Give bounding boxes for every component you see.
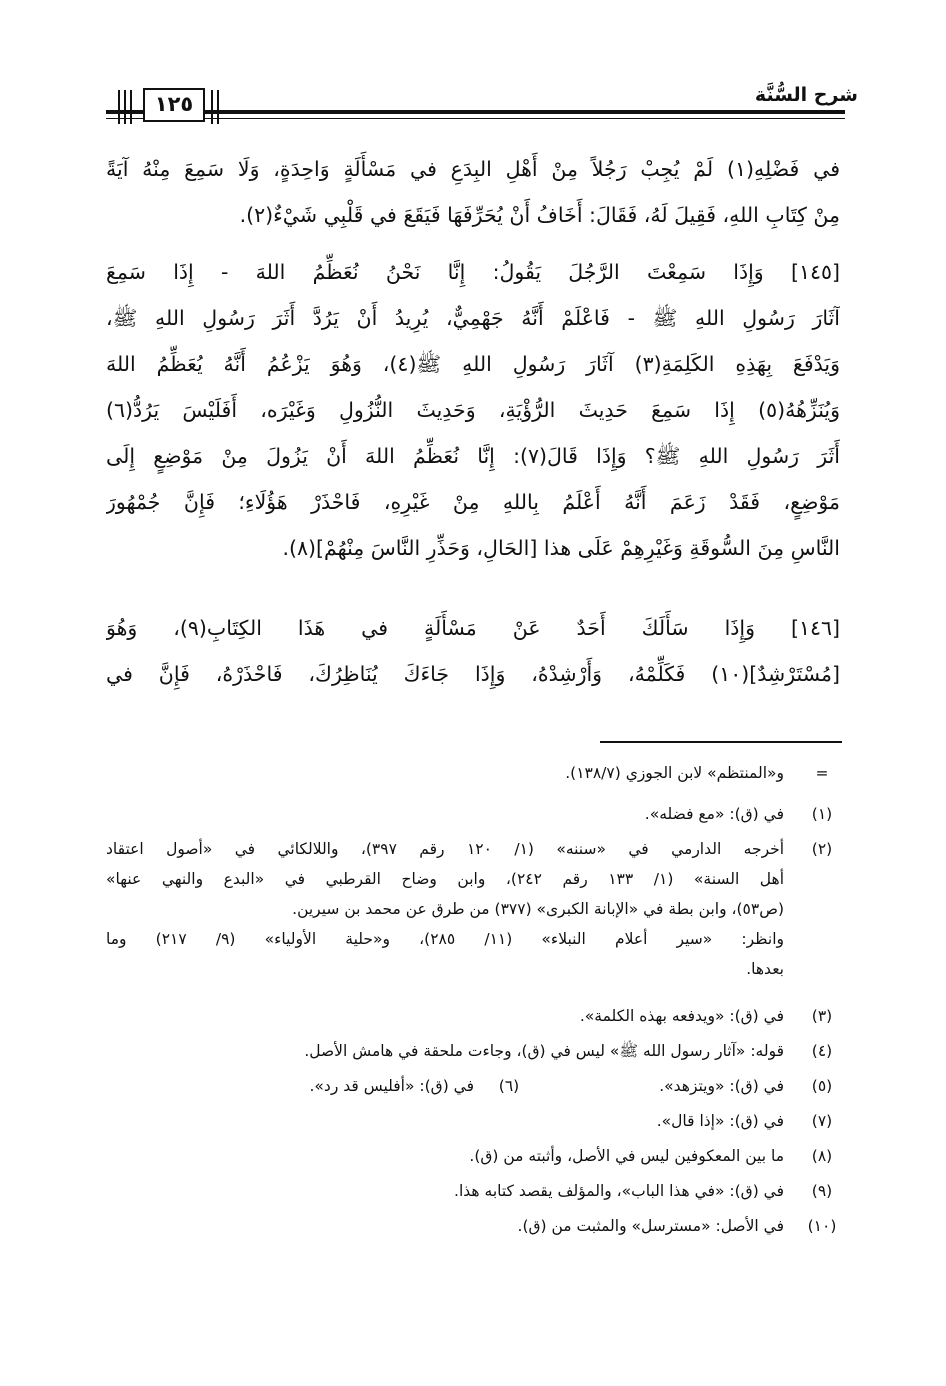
- footnote-text: في (ق): «ويتزهد».: [659, 1077, 784, 1095]
- footnote-text: قوله: «آثار رسول الله ﷺ» ليس في (ق)، وجاءت ملحقة في هامش الأصل.: [304, 1042, 784, 1060]
- footnote-1: [106, 799, 844, 829]
- footnote-number: (٦): [498, 1077, 520, 1095]
- footnote-number: (١٠): [807, 1217, 837, 1235]
- footnote-text: في (ق): «ويدفعه بهذه الكلمة».: [579, 1007, 784, 1025]
- footnote-text: في الأصل: «مسترسل» والمثبت من (ق).: [517, 1217, 784, 1235]
- footnote-7: [106, 1106, 844, 1136]
- body-line: [١٤٥] وَإِذَا سَمِعْتَ الرَّجُلَ يَقُولُ: إِنَّا نَحْنُ نُعَظِّمُ اللهَ - إِذَا سَمِعَ: [106, 260, 840, 284]
- header-bar-right-1: [211, 90, 213, 124]
- header-bar-left-3: [130, 90, 132, 124]
- header-rule-thin: [205, 118, 845, 119]
- footnote-text: (ص٥٣)، وابن بطة في «الإبانة الكبرى» (٣٧٧) من طرق عن محمد بن سيرين.: [292, 900, 784, 918]
- body-line: [١٤٦] وَإِذَا سَأَلَكَ أَحَدٌ عَنْ مَسْأَلَةٍ في هَذَا الكِتَابِ(٩)، وَهُوَ: [106, 616, 840, 640]
- body-line: آثَارَ رَسُولِ اللهِ ﷺ - فَاعْلَمْ أَنَّهُ جَهْمِيٌّ، يُرِيدُ أَنْ يَرُدَّ أَثَرَ رَسُولِ اللهِ ﷺ،: [106, 306, 840, 330]
- footnote-4: [106, 1036, 844, 1066]
- header-bar-right-2: [217, 90, 219, 124]
- book-title: شرح السُّنَّة: [754, 84, 858, 106]
- footnote-text: في (ق): «أفليس قد رد».: [309, 1077, 474, 1095]
- footnote-8: [106, 1141, 844, 1171]
- footnote-text: في (ق): «إذا قال».: [656, 1112, 784, 1130]
- footnote-number: (١): [811, 805, 833, 823]
- footnote-separator: [600, 741, 842, 743]
- footnote-number: (٧): [811, 1112, 833, 1130]
- body-line: وَيَدْفَعَ بِهَذِهِ الكَلِمَةِ(٣) آثَارَ رَسُولِ اللهِ ﷺ(٤)، وَهُوَ يَزْعُمُ أَنَّهُ يُعَظِّمُ اللهَ: [106, 352, 840, 376]
- footnote-text: بعدها.: [746, 960, 784, 978]
- footnote-text: في (ق): «مع فضله».: [644, 805, 784, 823]
- body-line: أَثَرَ رَسُولِ اللهِ ﷺ؟ وَإِذَا قَالَ(٧): إِنَّا نُعَظِّمُ اللهَ أَنْ يَزُولَ مِنْ مَوْضِعٍ إِلَى: [106, 444, 840, 468]
- footnote-continuation: [106, 758, 844, 788]
- header-rule-thick: [205, 110, 845, 114]
- footnote-number: (٣): [811, 1007, 833, 1025]
- body-line: في فَضْلِهِ(١) لَمْ يُجِبْ رَجُلاً مِنْ أَهْلِ البِدَعِ في مَسْأَلَةٍ وَاحِدَةٍ، وَلَا سَمِعَ مِنْهُ آيَةً: [106, 157, 840, 181]
- footnote-number: (٢): [811, 840, 833, 858]
- footnote-number: (٩): [811, 1182, 833, 1200]
- header-bar-left-1: [118, 90, 120, 124]
- footnote-text: ما بين المعكوفين ليس في الأصل، وأثبته من (ق).: [469, 1147, 784, 1165]
- footnote-text: وانظر: «سير أعلام النبلاء» (١١/ ٢٨٥)، و«حلية الأولياء» (٩/ ٢١٧) وما: [106, 930, 784, 948]
- footnote-number: (٤): [811, 1042, 833, 1060]
- footnote-text: في (ق): «في هذا الباب»، والمؤلف يقصد كتابه هذا.: [454, 1182, 784, 1200]
- footnote-2: [106, 834, 844, 864]
- footnote-10: [106, 1211, 844, 1241]
- footnote-number: (٨): [811, 1147, 833, 1165]
- footnote-text: و«المنتظم» لابن الجوزي (١٣٨/٧).: [565, 764, 784, 782]
- page-number: ١٢٥: [154, 92, 194, 116]
- footnote-text: أخرجه الدارمي في «سننه» (١/ ١٢٠ رقم ٣٩٧)، واللالكائي في «أصول اعتقاد: [106, 840, 785, 858]
- footnote-3: [106, 1001, 844, 1031]
- body-line: وَيُنَزِّهُهُ(٥) إِذَا سَمِعَ حَدِيثَ الرُّؤْيَةِ، وَحَدِيثَ النُّزُولِ وَغَيْرَه، أَفَلَيْسَ يَرُدُّ(٦): [106, 398, 840, 422]
- footnote-marker: =: [815, 764, 829, 782]
- header-bar-left-2: [124, 90, 126, 124]
- body-line: النَّاسِ مِنَ السُّوقَةِ وَغَيْرِهِمْ عَلَى هذا [الحَالِ، وَحَذِّرِ النَّاسَ مِنْهُمْ](٨).: [282, 536, 840, 560]
- body-line: [مُسْتَرْشِدٌ](١٠) فَكَلِّمْهُ، وَأَرْشِدْهُ، وَإِذَا جَاءَكَ يُنَاظِرُكَ، فَاحْذَرْهُ، فَإِنَّ في: [106, 662, 840, 686]
- body-line: مَوْضِعٍ، فَقَدْ زَعَمَ أَنَّهُ أَعْلَمُ بِاللهِ مِنْ غَيْرِهِ، فَاحْذَرْ هَؤُلَاءِ؛ فَإِنَّ جُمْهُورَ: [106, 490, 840, 514]
- footnote-5-and-6: [106, 1071, 844, 1101]
- footnote-number: (٥): [811, 1077, 833, 1095]
- footnote-9: [106, 1176, 844, 1206]
- footnote-text: أهل السنة» (١/ ١٣٣ رقم ٢٤٢)، وابن وضاح القرطبي في «البدع والنهي عنها»: [106, 870, 784, 888]
- body-line: مِنْ كِتَابِ اللهِ، فَقِيلَ لَهُ، فَقَالَ: أَخَافُ أَنْ يُحَرِّفَهَا فَيَقَعَ في قَلْبِي شَيْءٌ(٢).: [239, 203, 840, 227]
